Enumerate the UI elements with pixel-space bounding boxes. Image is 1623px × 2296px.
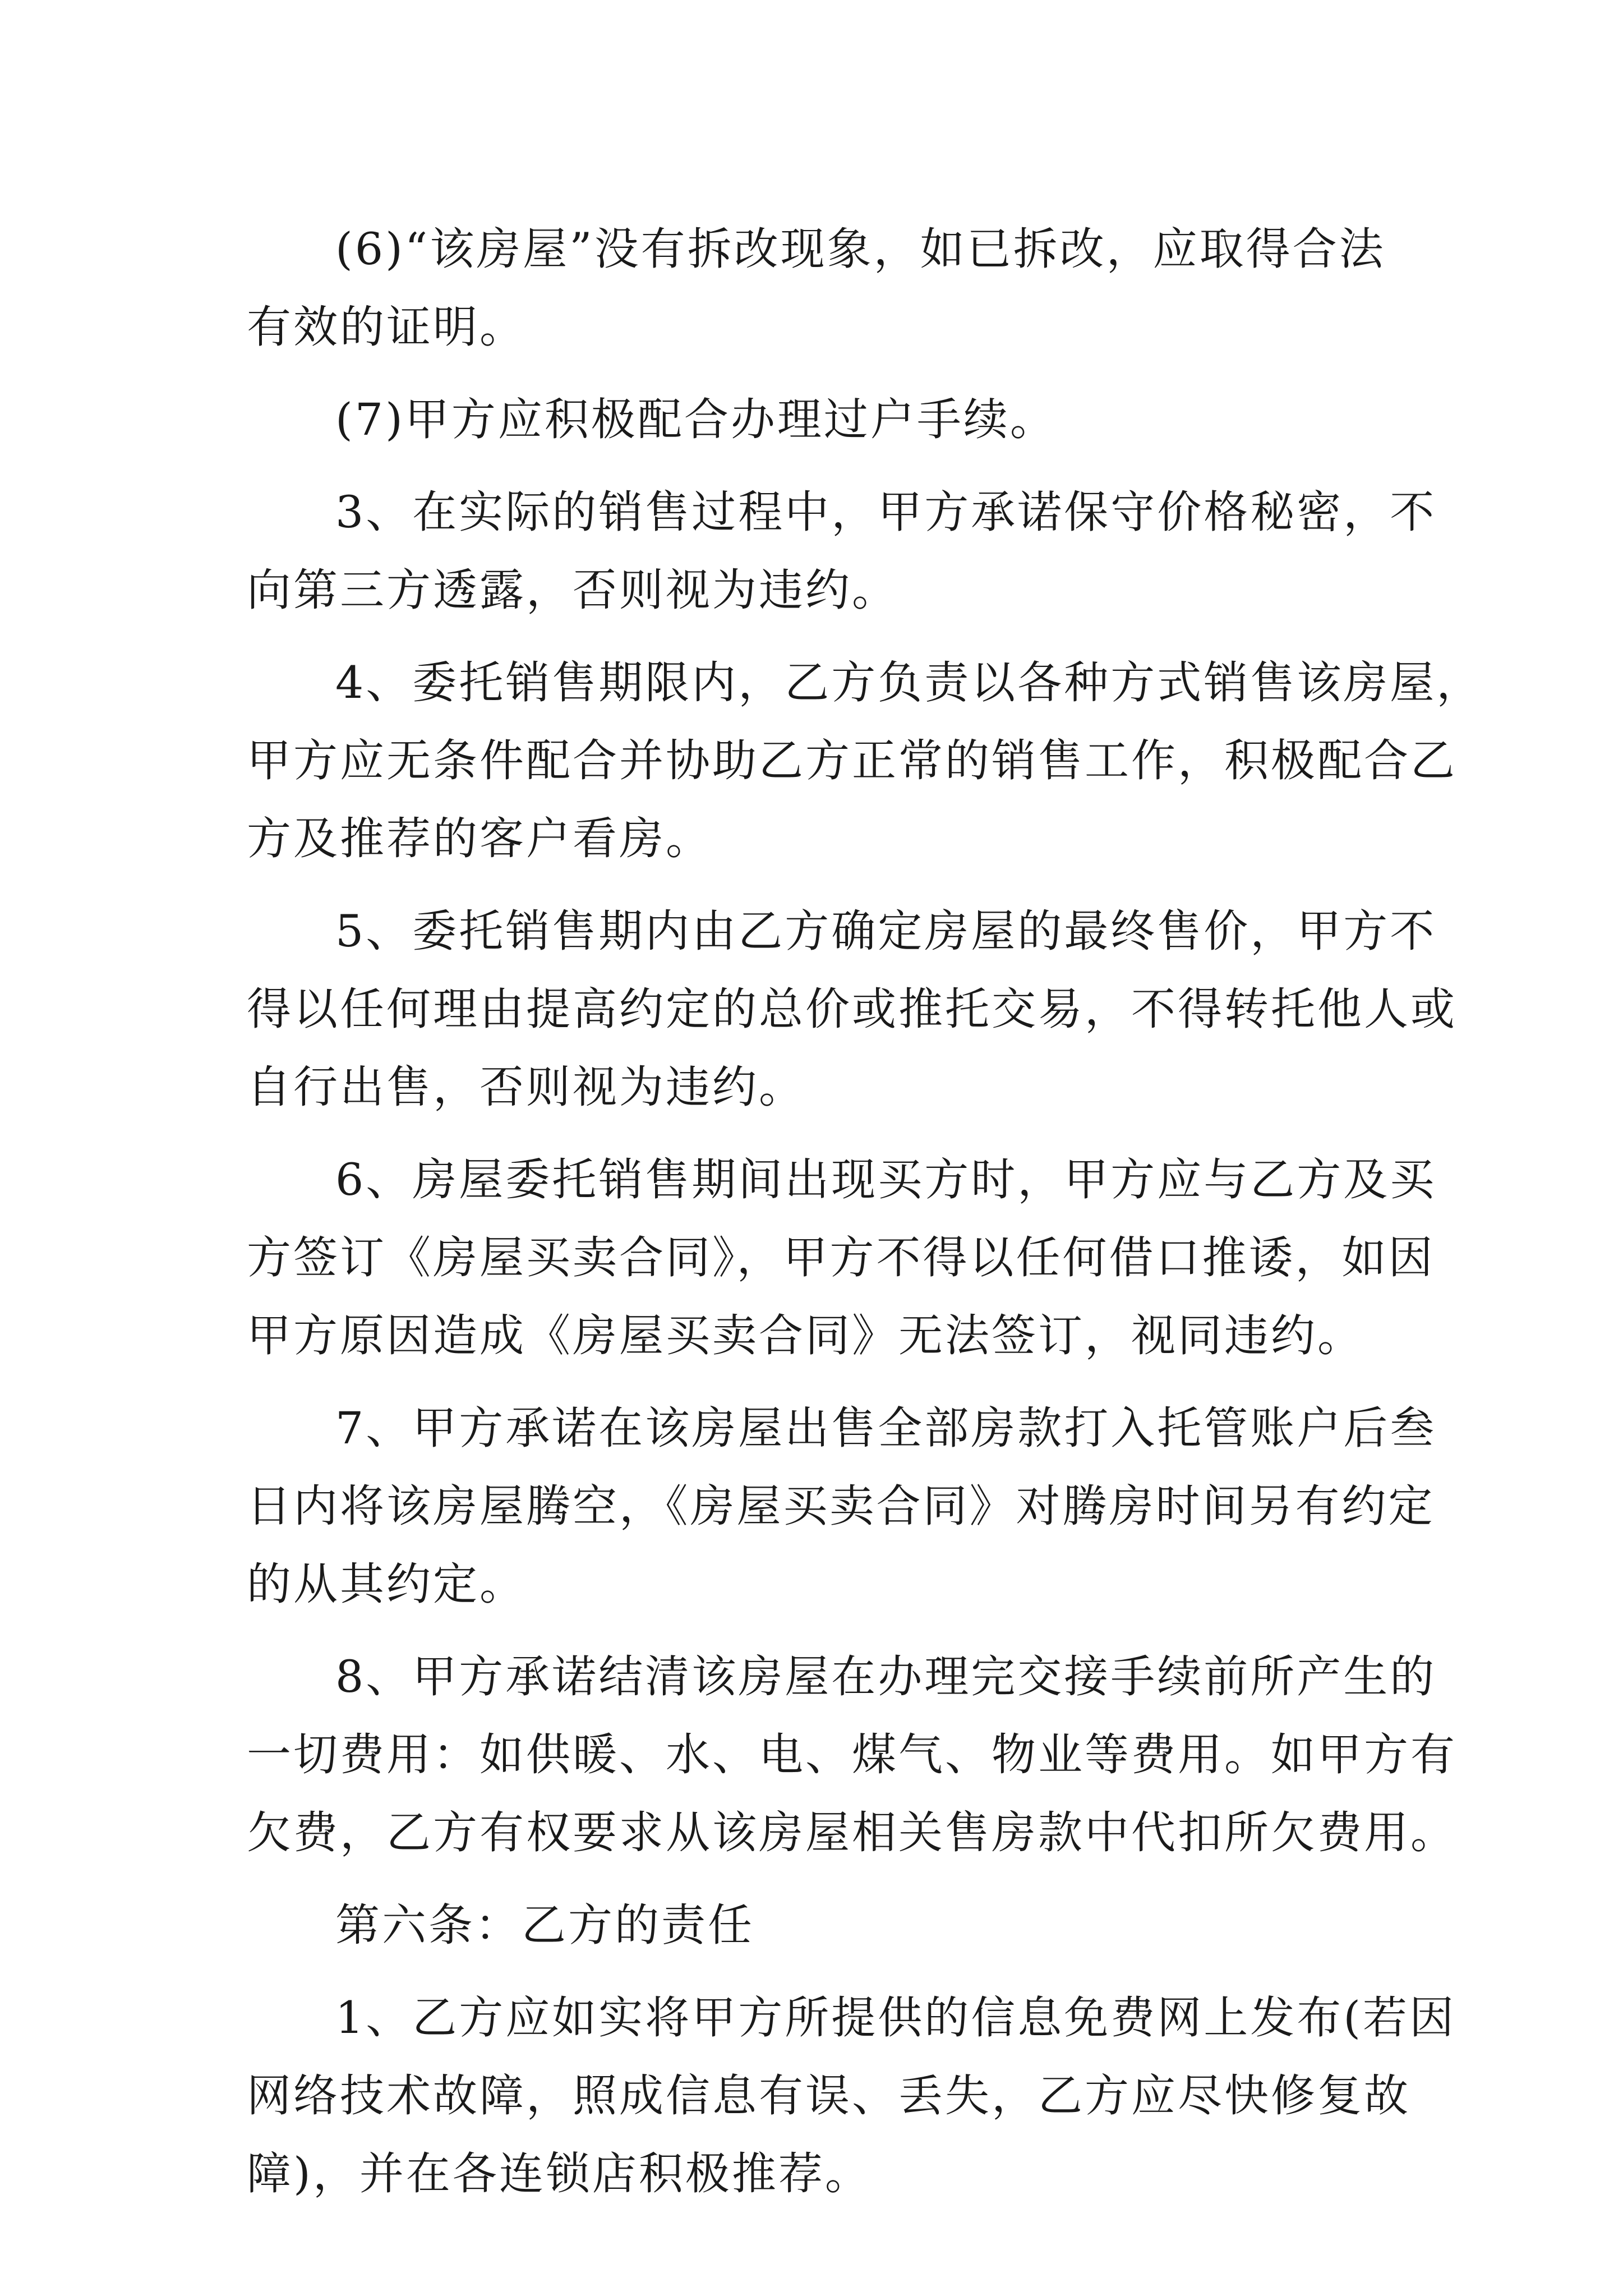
text-line: 欠费，乙方有权要求从该房屋相关售房款中代扣所欠费用。 [247,1807,1457,1858]
text-line: 甲方原因造成《房屋买卖合同》无法签订，视同违约。 [247,1310,1364,1361]
text-line: 方及推荐的客户看房。 [247,813,712,864]
text-line: 一切费用：如供暖、水、电、煤气、物业等费用。如甲方有 [247,1729,1457,1780]
text-line: 甲方应无条件配合并协助乙方正常的销售工作，积极配合乙 [247,735,1457,786]
paragraph-duty-1 [247,1979,1456,2213]
text-line: 方签订《房屋买卖合同》，甲方不得以任何借口推诿，如因 [247,1232,1435,1283]
text-line: (7)甲方应积极配合办理过户手续。 [335,394,1057,445]
text-line: 1、乙方应如实将甲方所提供的信息免费网上发布(若因 [335,1992,1456,2044]
paragraph-clause-4 [247,644,1483,878]
text-line: 自行出售，否则视为违约。 [247,1061,805,1113]
text-line: 7、甲方承诺在该房屋出售全部房款打入托管账户后叁 [335,1402,1437,1454]
paragraph-item-6 [247,210,1386,366]
paragraph-clause-8 [247,1638,1457,1872]
text-line: 的从其约定。 [247,1558,526,1610]
text-line: 6、房屋委托销售期间出现买方时，甲方应与乙方及买 [335,1154,1437,1205]
text-line: 得以任何理由提高约定的总价或推托交易，不得转托他人或 [247,983,1457,1035]
text-line: 8、甲方承诺结清该房屋在办理完交接手续前所产生的 [335,1651,1437,1703]
paragraph-item-7 [247,381,1380,459]
paragraph-clause-3 [247,473,1437,629]
text-line: 日内将该房屋腾空，《房屋买卖合同》对腾房时间另有约定 [247,1480,1435,1532]
text-line: 3、在实际的销售过程中，甲方承诺保守价格秘密，不 [335,486,1437,538]
section-heading-article-6 [247,1887,1380,1964]
text-line: 有效的证明。 [247,301,526,353]
section-heading: 第六条：乙方的责任 [335,1899,754,1951]
paragraph-clause-5 [247,892,1457,1126]
text-line: 网络技术故障，照成信息有误、丢失，乙方应尽快修复故 [247,2070,1410,2122]
paragraph-clause-7 [247,1389,1437,1623]
paragraph-clause-6 [247,1141,1437,1375]
text-line: (6)“该房屋”没有拆改现象，如已拆改，应取得合法 [335,223,1386,275]
text-line: 4、委托销售期限内，乙方负责以各种方式销售该房屋， [335,657,1483,708]
text-line: 5、委托销售期内由乙方确定房屋的最终售价，甲方不 [335,905,1437,957]
text-line: 向第三方透露，否则视为违约。 [247,564,898,616]
text-line: 障)，并在各连锁店积极推荐。 [247,2148,872,2200]
document-page [247,210,1483,2228]
